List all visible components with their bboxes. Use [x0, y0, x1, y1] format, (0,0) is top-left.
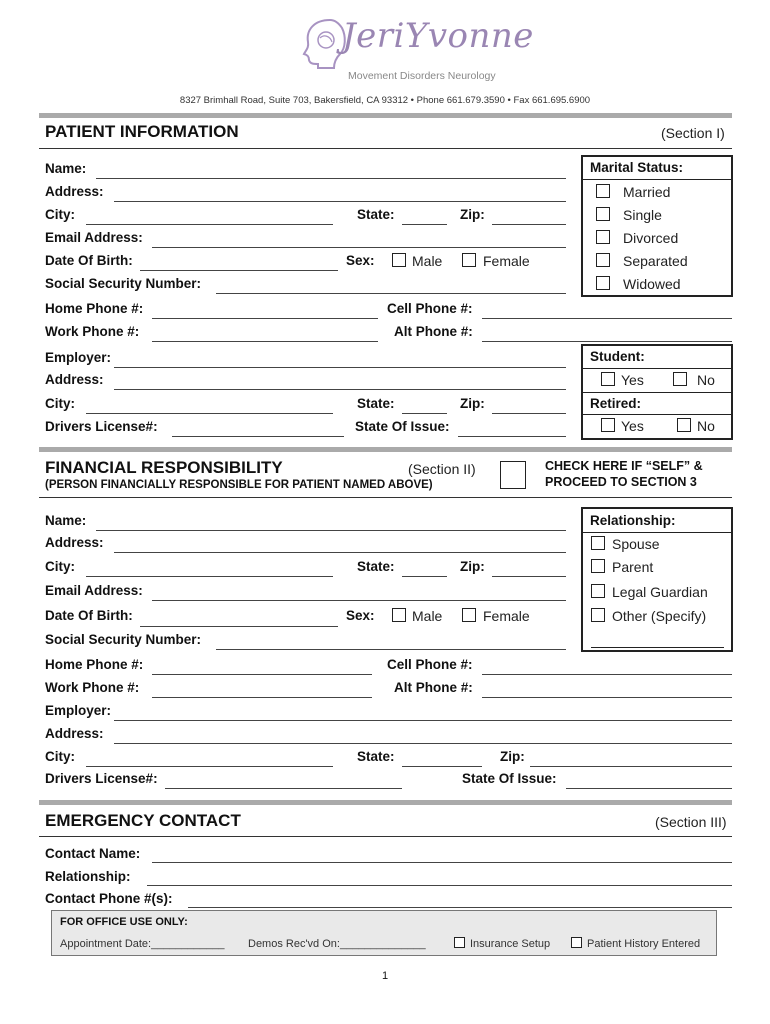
employer-state-label: State: [357, 396, 395, 411]
fin-employer-label: Employer: [45, 703, 112, 718]
fin-cell-phone-label: Cell Phone #: [387, 657, 473, 672]
practice-address: 8327 Brimhall Road, Suite 703, Bakersfield, CA 93312 • Phone 661.679.3590 • Fax 661.695.6900 [179, 95, 591, 106]
patient-work-phone-field[interactable] [152, 341, 378, 342]
patient-section-tag: (Section I) [661, 125, 725, 141]
contact-name-label: Contact Name: [45, 846, 141, 861]
spouse-checkbox[interactable] [591, 536, 605, 550]
logo-name: JeriYvonne [342, 16, 534, 56]
fin-state-of-issue-label: State Of Issue: [462, 771, 557, 786]
fin-sex-label: Sex: [346, 608, 375, 623]
patient-male-label: Male [412, 253, 443, 269]
employer-city-label: City: [45, 396, 75, 411]
patient-email-field[interactable] [152, 247, 566, 248]
patient-email-label: Email Address: [45, 230, 143, 245]
section-underline [39, 836, 732, 837]
relationship-title: Relationship: [590, 513, 676, 528]
patient-section-title: PATIENT INFORMATION [45, 122, 239, 141]
fin-city-field[interactable] [86, 576, 333, 577]
contact-relationship-field[interactable] [147, 885, 732, 886]
patient-license-field[interactable] [172, 436, 344, 437]
fin-emp-state-label: State: [357, 749, 395, 764]
fin-dob-field[interactable] [140, 626, 338, 627]
fin-state-field[interactable] [402, 576, 447, 577]
fin-female-checkbox[interactable] [462, 608, 476, 622]
employer-zip-label: Zip: [460, 396, 485, 411]
patient-license-label: Drivers License#: [45, 419, 158, 434]
parent-label: Parent [612, 559, 654, 575]
section-divider [39, 113, 732, 118]
patient-zip-field[interactable] [492, 224, 566, 225]
retired-yes-checkbox[interactable] [601, 418, 615, 432]
fin-work-phone-field[interactable] [152, 697, 372, 698]
patient-sex-label: Sex: [346, 253, 375, 268]
relationship-box [581, 507, 733, 652]
student-title: Student: [590, 349, 645, 364]
single-label: Single [623, 207, 662, 223]
fin-address-label: Address: [45, 535, 104, 550]
fin-dob-label: Date Of Birth: [45, 608, 133, 623]
section-divider [39, 447, 732, 452]
fin-emp-state-field[interactable] [402, 766, 482, 767]
legal-guardian-label: Legal Guardian [612, 584, 708, 600]
patient-state-label: State: [357, 207, 395, 222]
financial-section-title: FINANCIAL RESPONSIBILITY [45, 458, 283, 477]
patient-cell-phone-label: Cell Phone #: [387, 301, 473, 316]
retired-no-label: No [697, 418, 715, 434]
office-use-title: FOR OFFICE USE ONLY: [60, 916, 188, 928]
fin-license-field[interactable] [165, 788, 402, 789]
employer-zip-field[interactable] [492, 413, 566, 414]
patient-alt-phone-field[interactable] [482, 341, 732, 342]
widowed-label: Widowed [623, 276, 681, 292]
relationship-title-divider [583, 532, 731, 533]
patient-dob-label: Date Of Birth: [45, 253, 133, 268]
fin-address-field[interactable] [114, 552, 566, 553]
fin-emp-city-label: City: [45, 749, 75, 764]
married-checkbox[interactable] [596, 184, 610, 198]
patient-address-label: Address: [45, 184, 104, 199]
patient-work-phone-label: Work Phone #: [45, 324, 140, 339]
other-specify-field[interactable] [591, 647, 724, 648]
student-no-label: No [697, 372, 715, 388]
fin-city-label: City: [45, 559, 75, 574]
appointment-date: Appointment Date:____________ [60, 938, 225, 950]
retired-yes-label: Yes [621, 418, 644, 434]
patient-name-label: Name: [45, 161, 87, 176]
section-divider [39, 800, 732, 805]
fin-email-label: Email Address: [45, 583, 143, 598]
history-entered-label: Patient History Entered [587, 938, 701, 950]
employer-address-label: Address: [45, 372, 104, 387]
patient-city-label: City: [45, 207, 75, 222]
divorced-label: Divorced [623, 230, 679, 246]
fin-emp-zip-field[interactable] [530, 766, 732, 767]
page-number: 1 [381, 970, 389, 982]
fin-emp-zip-label: Zip: [500, 749, 525, 764]
fin-ssn-field[interactable] [216, 649, 566, 650]
fin-employer-field[interactable] [114, 720, 732, 721]
contact-phone-label: Contact Phone #(s): [45, 891, 173, 906]
separated-checkbox[interactable] [596, 253, 610, 267]
fin-home-phone-field[interactable] [152, 674, 372, 675]
contact-name-field[interactable] [152, 862, 732, 863]
patient-state-of-issue-label: State Of Issue: [355, 419, 450, 434]
other-checkbox[interactable] [591, 608, 605, 622]
patient-employer-label: Employer: [45, 350, 112, 365]
patient-address-field[interactable] [114, 201, 566, 202]
fin-male-label: Male [412, 608, 443, 624]
retired-title-divider [583, 414, 731, 415]
fin-ssn-label: Social Security Number: [45, 632, 202, 647]
fin-female-label: Female [483, 608, 530, 624]
insurance-setup-label: Insurance Setup [470, 938, 551, 950]
emergency-section-title: EMERGENCY CONTACT [45, 811, 241, 830]
fin-state-label: State: [357, 559, 395, 574]
spouse-label: Spouse [612, 536, 660, 552]
retired-title: Retired: [590, 396, 642, 411]
marital-title-divider [583, 179, 731, 180]
patient-home-phone-field[interactable] [152, 318, 378, 319]
section-underline [39, 148, 732, 149]
patient-dob-field[interactable] [140, 270, 338, 271]
patient-ssn-label: Social Security Number: [45, 276, 202, 291]
separated-label: Separated [623, 253, 688, 269]
married-label: Married [623, 184, 671, 200]
patient-alt-phone-label: Alt Phone #: [394, 324, 473, 339]
student-title-divider [583, 368, 731, 369]
fin-work-phone-label: Work Phone #: [45, 680, 140, 695]
patient-name-field[interactable] [96, 178, 566, 179]
financial-subtitle: (PERSON FINANCIALLY RESPONSIBLE FOR PATIENT NAMED ABOVE) [45, 479, 433, 491]
legal-guardian-checkbox[interactable] [591, 584, 605, 598]
patient-home-phone-label: Home Phone #: [45, 301, 144, 316]
fin-cell-phone-field[interactable] [482, 674, 732, 675]
retired-divider [583, 392, 731, 393]
office-use-box [51, 910, 717, 956]
student-yes-label: Yes [621, 372, 644, 388]
self-instruction-line1: CHECK HERE IF “SELF” & [545, 459, 703, 473]
fin-email-field[interactable] [152, 600, 566, 601]
patient-state-of-issue-field[interactable] [458, 436, 566, 437]
fin-emp-address-field[interactable] [114, 743, 732, 744]
contact-phone-field[interactable] [188, 907, 732, 908]
patient-city-field[interactable] [86, 224, 333, 225]
self-instruction-line2: PROCEED TO SECTION 3 [545, 475, 697, 489]
employer-city-field[interactable] [86, 413, 333, 414]
other-label: Other (Specify) [612, 608, 707, 624]
fin-license-label: Drivers License#: [45, 771, 158, 786]
patient-ssn-field[interactable] [216, 293, 566, 294]
emergency-section-tag: (Section III) [655, 814, 727, 830]
employer-address-field[interactable] [114, 389, 566, 390]
marital-status-title: Marital Status: [590, 160, 684, 175]
fin-emp-address-label: Address: [45, 726, 104, 741]
parent-checkbox[interactable] [591, 559, 605, 573]
section-underline [39, 497, 732, 498]
patient-zip-label: Zip: [460, 207, 485, 222]
widowed-checkbox[interactable] [596, 276, 610, 290]
fin-home-phone-label: Home Phone #: [45, 657, 144, 672]
fin-name-label: Name: [45, 513, 87, 528]
financial-section-tag: (Section II) [408, 461, 476, 477]
patient-state-field[interactable] [402, 224, 447, 225]
contact-relationship-label: Relationship: [45, 869, 131, 884]
fin-name-field[interactable] [96, 530, 566, 531]
patient-male-checkbox[interactable] [392, 253, 406, 267]
demos-received: Demos Rec'vd On:______________ [248, 938, 426, 950]
single-checkbox[interactable] [596, 207, 610, 221]
patient-employer-field[interactable] [114, 367, 566, 368]
divorced-checkbox[interactable] [596, 230, 610, 244]
fin-male-checkbox[interactable] [392, 608, 406, 622]
history-entered-checkbox[interactable] [571, 937, 582, 948]
student-yes-checkbox[interactable] [601, 372, 615, 386]
fin-alt-phone-field[interactable] [482, 697, 732, 698]
insurance-setup-checkbox[interactable] [454, 937, 465, 948]
retired-no-checkbox[interactable] [677, 418, 691, 432]
student-no-checkbox[interactable] [673, 372, 687, 386]
logo-subtitle: Movement Disorders Neurology [348, 70, 496, 82]
fin-state-of-issue-field[interactable] [566, 788, 732, 789]
self-checkbox[interactable] [500, 461, 526, 489]
patient-cell-phone-field[interactable] [482, 318, 732, 319]
patient-female-checkbox[interactable] [462, 253, 476, 267]
fin-zip-label: Zip: [460, 559, 485, 574]
employer-state-field[interactable] [402, 413, 447, 414]
patient-female-label: Female [483, 253, 530, 269]
fin-alt-phone-label: Alt Phone #: [394, 680, 473, 695]
fin-emp-city-field[interactable] [86, 766, 333, 767]
fin-zip-field[interactable] [492, 576, 566, 577]
